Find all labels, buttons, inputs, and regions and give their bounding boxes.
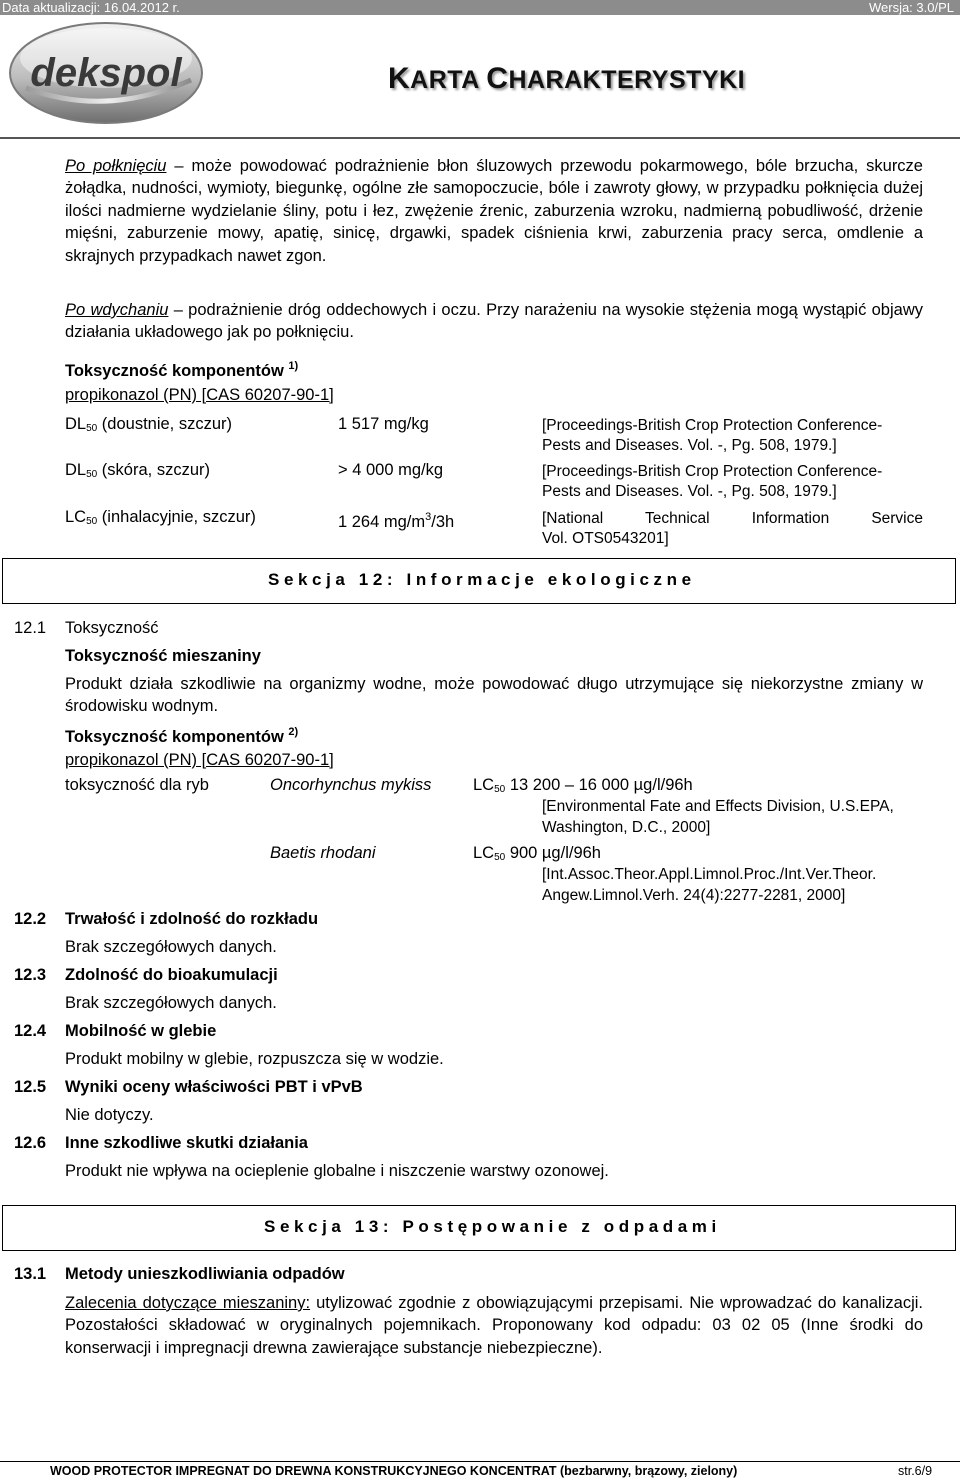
toxicity-ref-2b: Pests and Diseases. Vol. -, Pg. 508, 1979.] — [542, 483, 837, 500]
header-rule — [0, 137, 960, 139]
update-date: Data aktualizacji: 16.04.2012 r. — [2, 0, 180, 15]
toxicity-param-1: $DL_{50}$ (doustnie, szczur) — [65, 415, 233, 434]
inhalation-paragraph — [65, 299, 923, 344]
toxicity-ref-2a: [Proceedings-British Crop Protection Conference- — [542, 463, 883, 480]
toxicity-ref-3b: Vol. OTS0543201] — [542, 530, 669, 547]
subsection-12-3-title: Zdolność do bioakumulacji — [65, 966, 278, 984]
ingestion-label: Po połknięciu — [65, 157, 167, 175]
document-title: KARTA CHARAKTERYSTYKI — [388, 62, 746, 95]
subsection-12-2-number: 12.2 — [14, 910, 47, 928]
ingestion-paragraph — [65, 155, 923, 267]
toxicity-value-3: 1 264 $mg/m^3/3h$ — [338, 511, 455, 531]
subsection-13-1-title: Metody unieszkodliwiania odpadów — [65, 1265, 345, 1283]
components-toxicity-heading-2: Toksyczność komponentów $^{2)}$ — [65, 726, 299, 746]
subsection-12-2-title: Trwałość i zdolność do rozkładu — [65, 910, 319, 928]
lc50-ref-2b: Angew.Limnol.Verh. 24(4):2277-2281, 2000] — [542, 887, 846, 904]
dekspol-logo — [6, 18, 216, 128]
ingestion-text: – może powodować podrażnienie błon śluzowych przewodu pokarmowego, bóle brzucha, skurcze żołądka, nudności, wymioty, biegunkę, ogólne złe samopoczucie, bóle i zawroty głowy, w przypadku połknięcia dużej ilości nadmierne wydzielanie śliny, potu i łez, zwężenie źrenic, zaburzenia wzroku, nadmierną pobudliwość, drżenie mięśni, zaburzenie mowy, apatię, sinicę, drgawki, spadek ciśnienia krwi, zaburzenia pracy serca, omdlenie a skrajnych przypadkach nawet zgon. — [65, 157, 923, 265]
toxicity-value-2: > 4 000 mg/kg — [338, 461, 444, 479]
subsection-12-4-number: 12.4 — [14, 1022, 47, 1040]
footer-page-number: str.6/9 — [898, 1464, 933, 1478]
lc50-value-2: $LC_{50}$ 900 µg/l/96h — [473, 844, 601, 863]
svg-text:dekspol: dekspol — [30, 51, 182, 95]
subsection-12-5-number: 12.5 — [14, 1078, 47, 1096]
components-toxicity-heading-1: Toksyczność komponentów $^{1)}$ — [65, 360, 299, 380]
subsection-12-4-title: Mobilność w glebie — [65, 1022, 217, 1040]
subsection-12-6-number: 12.6 — [14, 1134, 47, 1152]
inhalation-label: Po wdychaniu — [65, 301, 169, 319]
inhalation-text: – podrażnienie dróg oddechowych i oczu. Przy narażeniu na wysokie stężenia mogą wystąpić objawy działania układowego jak po połknięciu. — [65, 301, 923, 342]
waste-recommendation-paragraph — [65, 1292, 923, 1359]
substance-name-2: propikonazol (PN) [CAS 60207-90-1] — [65, 751, 334, 769]
subsection-12-5-text: Nie dotyczy. — [65, 1106, 154, 1124]
lc50-ref-2a: [Int.Assoc.Theor.Appl.Limnol.Proc./Int.Ver.Theor. — [542, 866, 877, 883]
subsection-12-1-title: Toksyczność — [65, 619, 159, 637]
toxicity-param-2: $DL_{50}$ (skóra, szczur) — [65, 461, 210, 480]
section-12-title: Sekcja 12: Informacje ekologiczne — [268, 570, 696, 589]
subsection-12-3-number: 12.3 — [14, 966, 47, 984]
mixture-toxicity-heading: Toksyczność mieszaniny — [65, 647, 261, 665]
subsection-12-4-text: Produkt mobilny w glebie, rozpuszcza się w wodzie. — [65, 1050, 444, 1068]
species-2: Baetis rhodani — [270, 844, 376, 862]
footer-product-name: WOOD PROTECTOR IMPREGNAT DO DREWNA KONSTRUKCYJNEGO KONCENTRAT (bezbarwny, brązowy, zielony) — [50, 1464, 738, 1478]
subsection-12-6-text: Produkt nie wpływa na ocieplenie globalne i niszczenie warstwy ozonowej. — [65, 1162, 609, 1180]
section-13-title: Sekcja 13: Postępowanie z odpadami — [264, 1217, 721, 1236]
footer-rule — [0, 1461, 960, 1462]
version: Wersja: 3.0/PL — [868, 0, 954, 15]
subsection-12-2-text: Brak szczegółowych danych. — [65, 938, 277, 956]
subsection-12-5-title: Wyniki oceny właściwości PBT i vPvB — [65, 1078, 363, 1096]
fish-toxicity-label: toksyczność dla ryb — [65, 776, 209, 794]
subsection-12-1-number: 12.1 — [14, 619, 47, 637]
waste-recommendation-label: Zalecenia dotyczące mieszaniny: — [65, 1294, 311, 1312]
lc50-ref-1b: Washington, D.C., 2000] — [542, 819, 711, 836]
substance-name-1: propikonazol (PN) [CAS 60207-90-1] — [65, 386, 334, 404]
waste-recommendation-text: utylizować zgodnie z obowiązującymi przepisami. Nie wprowadzać do kanalizacji. Pozostałości składować w oryginalnych pojemnikach. Proponowany kod odpadu: 03 02 05 (Inne środki do konserwacji i impregnacji drewna zawierające substancje niebezpieczne). — [65, 1294, 923, 1357]
subsection-12-6-title: Inne szkodliwe skutki działania — [65, 1134, 308, 1152]
mixture-toxicity-text: Produkt działa szkodliwie na organizmy wodne, może powodować długo utrzymujące się niekorzystne zmiany w środowisku wodnym. — [65, 675, 923, 716]
toxicity-param-3: $LC_{50}$ (inhalacyjnie, szczur) — [65, 508, 256, 527]
lc50-value-1: $LC_{50}$ 13 200 – 16 000 µg/l/96h — [473, 776, 693, 795]
toxicity-ref-1a: [Proceedings-British Crop Protection Conference- — [542, 417, 883, 434]
toxicity-ref-3a: [National Technical Information Service — [542, 510, 923, 527]
subsection-12-3-text: Brak szczegółowych danych. — [65, 994, 277, 1012]
subsection-13-1-number: 13.1 — [14, 1265, 47, 1283]
toxicity-ref-1b: Pests and Diseases. Vol. -, Pg. 508, 1979.] — [542, 437, 837, 454]
toxicity-value-1: 1 517 mg/kg — [338, 415, 429, 433]
species-1: Oncorhynchus mykiss — [270, 776, 432, 794]
lc50-ref-1a: [Environmental Fate and Effects Division, U.S.EPA, — [542, 798, 894, 815]
top-info-bar — [0, 0, 960, 15]
